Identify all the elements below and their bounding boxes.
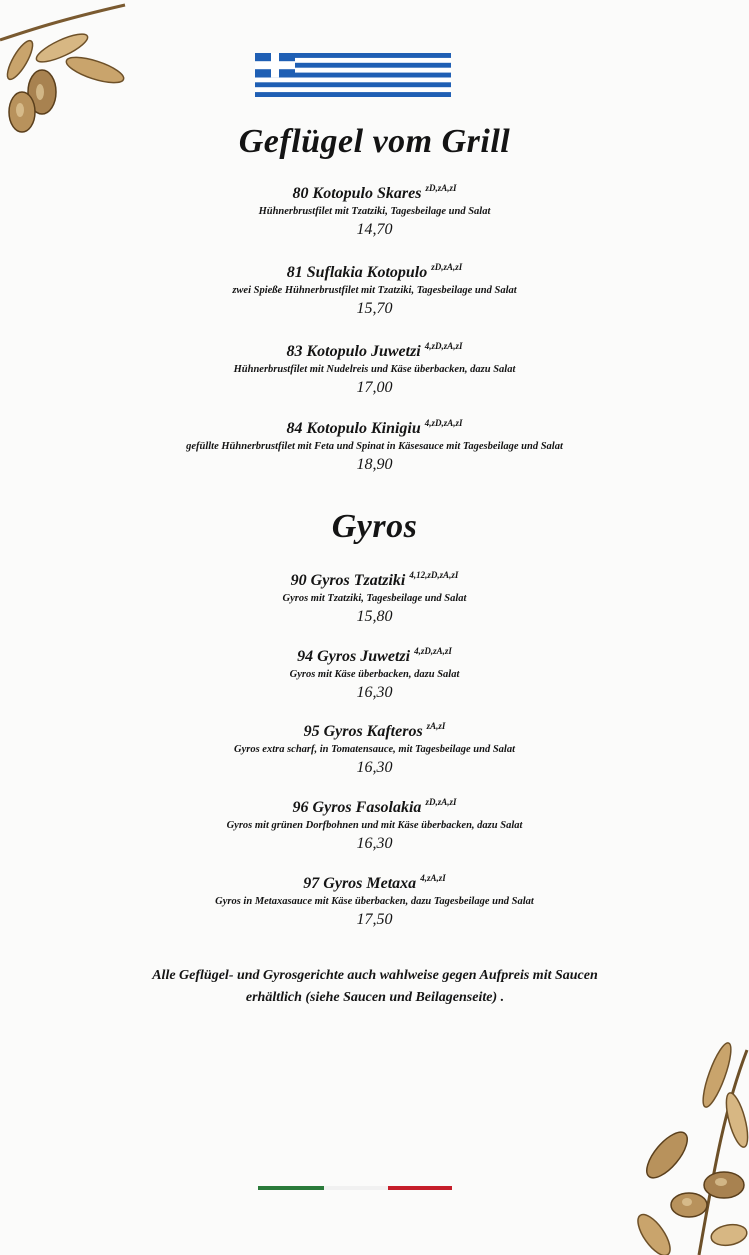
item-name: 84 Kotopulo Kinigiu: [286, 420, 421, 437]
greek-flag-icon: [255, 53, 451, 97]
item-allergens: zD,zA,zI: [425, 183, 457, 193]
item-description: Gyros extra scharf, in Tomatensauce, mit Tagesbeilage und Salat: [234, 744, 515, 755]
item-name: 97 Gyros Metaxa: [303, 875, 417, 892]
item-price: 18,90: [356, 456, 393, 473]
item-description: zwei Spieße Hühnerbrustfilet mit Tzatziki, Tagesbeilage und Salat: [232, 285, 517, 296]
item-allergens: 4,zD,zA,zI: [414, 646, 452, 656]
italian-flag-stripe-red: [388, 1186, 452, 1190]
item-price: 16,30: [356, 835, 393, 852]
item-price: 16,30: [356, 759, 393, 776]
item-description: Gyros mit grünen Dorfbohnen und mit Käse überbacken, dazu Salat: [226, 820, 523, 831]
item-name: 83 Kotopulo Juwetzi: [286, 343, 421, 360]
item-name: 90 Gyros Tzatziki: [290, 572, 406, 589]
item-allergens: 4,12,zD,zA,zI: [409, 570, 459, 580]
italian-flag-stripe-white: [324, 1186, 388, 1190]
item-allergens: zD,zA,zI: [431, 262, 463, 272]
item-allergens: 4,zA,zI: [420, 873, 446, 883]
item-description: Gyros mit Tzatziki, Tagesbeilage und Salat: [282, 593, 467, 604]
item-description: Gyros in Metaxasauce mit Käse überbacken, dazu Tagesbeilage und Salat: [215, 896, 534, 907]
menu-item: [0, 792, 749, 854]
item-name: 94 Gyros Juwetzi: [297, 648, 411, 665]
item-price: 15,70: [356, 300, 393, 317]
item-allergens: 4,zD,zA,zI: [424, 418, 463, 428]
item-price: 17,00: [356, 379, 393, 396]
menu-item: [0, 716, 749, 778]
menu-item: [0, 565, 749, 627]
footnote-line-1: Alle Geflügel- und Gyrosgerichte auch wahlweise gegen Aufpreis mit Saucen: [152, 968, 598, 983]
item-description: Hühnerbrustfilet mit Nudelreis und Käse überbacken, dazu Salat: [233, 364, 516, 375]
item-price: 15,80: [356, 608, 393, 625]
item-price: 16,30: [356, 684, 393, 701]
menu-item: [0, 868, 749, 930]
item-allergens: 4,zD,zA,zI: [424, 341, 463, 351]
item-name: 96 Gyros Fasolakia: [292, 799, 422, 816]
item-allergens: zD,zA,zI: [425, 797, 457, 807]
section-title-poultry: Geflügel vom Grill: [238, 123, 511, 160]
item-description: gefüllte Hühnerbrustfilet mit Feta und Spinat in Käsesauce mit Tagesbeilage und Salat: [186, 441, 563, 452]
item-price: 17,50: [356, 911, 393, 928]
section-title-gyros: Gyros: [331, 508, 418, 545]
menu-item: [0, 641, 749, 703]
item-allergens: zA,zI: [426, 721, 446, 731]
footnote-line-2: erhältlich (siehe Saucen und Beilagenseite) .: [245, 990, 505, 1005]
italian-flag-stripe-green: [258, 1186, 324, 1190]
menu-item: [0, 413, 749, 475]
menu-item: [0, 178, 749, 240]
menu-item: [0, 336, 749, 398]
item-description: Gyros mit Käse überbacken, dazu Salat: [289, 669, 460, 680]
item-price: 14,70: [356, 221, 393, 238]
footnote: [60, 965, 690, 1009]
item-description: Hühnerbrustfilet mit Tzatziki, Tagesbeilage und Salat: [258, 206, 491, 217]
item-name: 81 Suflakia Kotopulo: [286, 264, 428, 281]
item-name: 80 Kotopulo Skares: [292, 185, 422, 202]
olive-branch-icon: [629, 1020, 749, 1255]
menu-item: [0, 257, 749, 319]
item-name: 95 Gyros Kafteros: [303, 723, 423, 740]
